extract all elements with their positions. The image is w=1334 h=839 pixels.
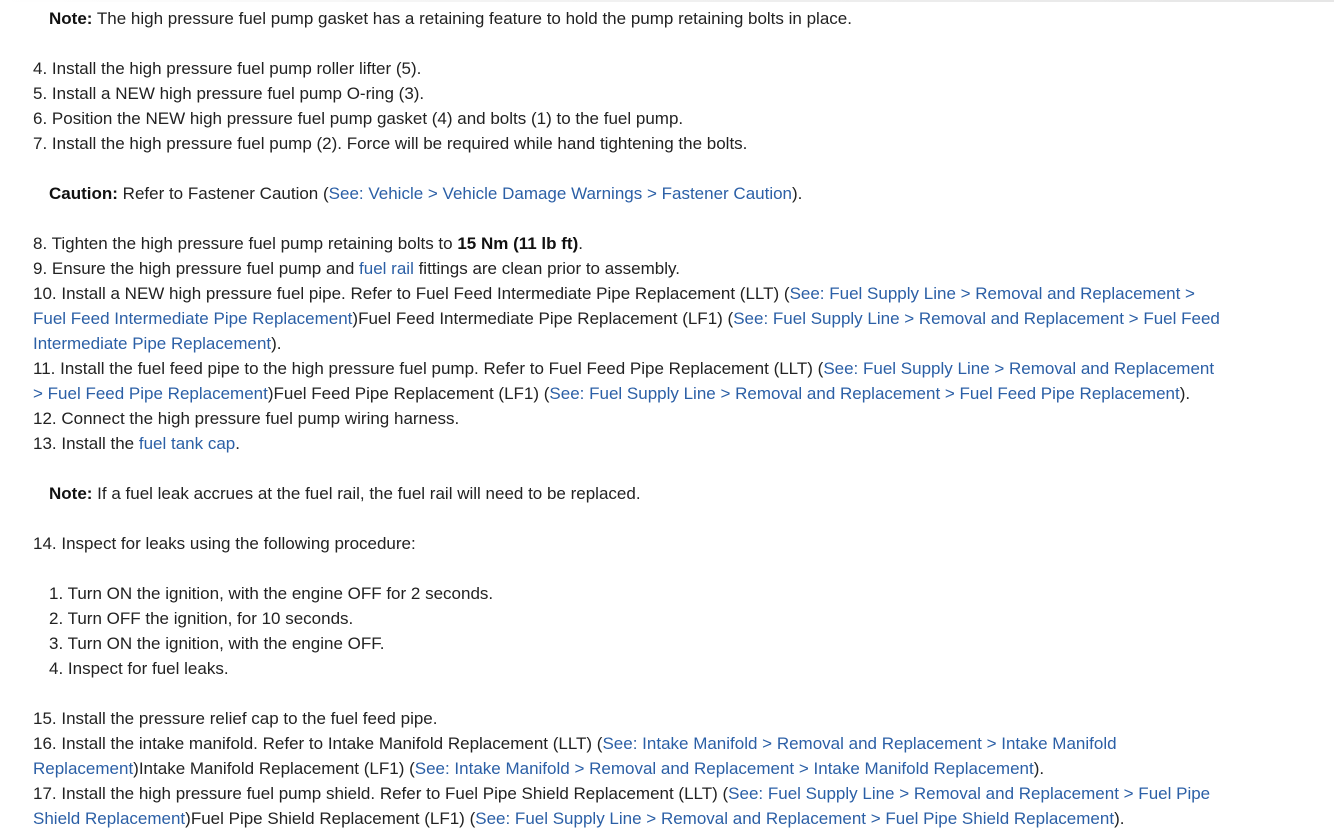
step-8-end: . xyxy=(578,234,583,253)
step-17-end: ). xyxy=(1114,809,1125,828)
step-10-line-2 xyxy=(33,306,1220,331)
caution-text: Refer to Fastener Caution ( xyxy=(117,184,329,203)
substep-3: 3. Turn ON the ignition, with the engine OFF. xyxy=(49,634,385,653)
step-17-line-1 xyxy=(33,781,1210,806)
step-16-line-1 xyxy=(33,731,1117,756)
step-13 xyxy=(33,431,240,456)
step-15: 15. Install the pressure relief cap to the fuel feed pipe. xyxy=(33,709,438,728)
step-10-end: ). xyxy=(271,334,282,353)
caution-fastener xyxy=(49,181,802,206)
note-pump-gasket xyxy=(49,6,852,31)
shield-replacement-link[interactable]: Shield Replacement xyxy=(33,809,186,828)
step-9-end: fittings are clean prior to assembly. xyxy=(413,259,680,278)
step-10-line-1 xyxy=(33,281,1195,306)
note-fuel-leak xyxy=(49,481,641,506)
intake-manifold-link[interactable]: See: Intake Manifold > Removal and Replacement > Intake Manifold xyxy=(602,734,1117,753)
step-11-text-mid: )Fuel Feed Pipe Replacement (LF1) ( xyxy=(267,384,550,403)
step-7: 7. Install the high pressure fuel pump (2). Force will be required while hand tightening the bolts. xyxy=(33,134,748,153)
step-16-text: 16. Install the intake manifold. Refer to Intake Manifold Replacement (LLT) ( xyxy=(33,734,603,753)
substep-2: 2. Turn OFF the ignition, for 10 seconds. xyxy=(49,609,354,628)
step-16-line-2 xyxy=(33,756,1044,781)
fuel-supply-line-link[interactable]: See: Fuel Supply Line > Removal and Replacement > Fuel Pipe xyxy=(728,784,1211,803)
intake-manifold-lf1-link[interactable]: See: Intake Manifold > Removal and Replacement > Intake Manifold Replacement xyxy=(414,759,1034,778)
fuel-feed-pipe-lf1-link[interactable]: See: Fuel Supply Line > Removal and Replacement > Fuel Feed Pipe Replacement xyxy=(549,384,1180,403)
intake-manifold-replacement-link[interactable]: Replacement xyxy=(33,759,134,778)
fuel-feed-pipe-replacement-link[interactable]: > Fuel Feed Pipe Replacement xyxy=(33,384,268,403)
torque-value: 15 Nm (11 lb ft) xyxy=(457,234,579,253)
caution-text-end: ). xyxy=(792,184,803,203)
step-11-line-1 xyxy=(33,356,1214,381)
fuel-feed-intermediate-pipe-link[interactable]: Fuel Feed Intermediate Pipe Replacement xyxy=(33,309,353,328)
step-8 xyxy=(33,231,583,256)
fastener-caution-link[interactable]: See: Vehicle > Vehicle Damage Warnings > Fastener Caution xyxy=(328,184,793,203)
step-9 xyxy=(33,256,680,281)
fuel-tank-cap-link[interactable]: fuel tank cap xyxy=(138,434,236,453)
intermediate-pipe-replacement-link[interactable]: Intermediate Pipe Replacement xyxy=(33,334,272,353)
step-10-text: 10. Install a NEW high pressure fuel pipe. Refer to Fuel Feed Intermediate Pipe Replacement (LLT) ( xyxy=(33,284,790,303)
fuel-pipe-shield-lf1-link[interactable]: See: Fuel Supply Line > Removal and Replacement > Fuel Pipe Shield Replacement xyxy=(475,809,1115,828)
fuel-supply-line-link[interactable]: See: Fuel Supply Line > Removal and Replacement > xyxy=(789,284,1195,303)
step-13-end: . xyxy=(235,434,240,453)
substep-4: 4. Inspect for fuel leaks. xyxy=(49,659,229,678)
step-6: 6. Position the NEW high pressure fuel pump gasket (4) and bolts (1) to the fuel pump. xyxy=(33,109,684,128)
step-17-text: 17. Install the high pressure fuel pump shield. Refer to Fuel Pipe Shield Replacement (LLT) ( xyxy=(33,784,729,803)
note-label: Note: xyxy=(49,484,93,503)
step-11-end: ). xyxy=(1179,384,1191,403)
step-8-text: 8. Tighten the high pressure fuel pump retaining bolts to xyxy=(33,234,458,253)
fuel-supply-line-lf1-link[interactable]: See: Fuel Supply Line > Removal and Replacement > Fuel Feed xyxy=(733,309,1220,328)
step-10-text-mid: )Fuel Feed Intermediate Pipe Replacement (LF1) ( xyxy=(352,309,734,328)
step-4: 4. Install the high pressure fuel pump roller lifter (5). xyxy=(33,59,422,78)
step-10-line-3 xyxy=(33,331,282,356)
note-label: Note: xyxy=(49,9,93,28)
substep-1: 1. Turn ON the ignition, with the engine OFF for 2 seconds. xyxy=(49,584,494,603)
step-12: 12. Connect the high pressure fuel pump wiring harness. xyxy=(33,409,460,428)
step-14: 14. Inspect for leaks using the following procedure: xyxy=(33,534,416,553)
step-16-text-mid: )Intake Manifold Replacement (LF1) ( xyxy=(133,759,415,778)
fuel-rail-link[interactable]: fuel rail xyxy=(359,259,414,278)
top-divider xyxy=(0,0,1334,2)
fuel-supply-line-link[interactable]: See: Fuel Supply Line > Removal and Replacement xyxy=(823,359,1215,378)
note-text: If a fuel leak accrues at the fuel rail, the fuel rail will need to be replaced. xyxy=(92,484,641,503)
step-17-line-2 xyxy=(33,806,1124,831)
caution-label: Caution: xyxy=(49,184,118,203)
step-13-text: 13. Install the xyxy=(33,434,139,453)
step-16-end: ). xyxy=(1033,759,1045,778)
step-11-text: 11. Install the fuel feed pipe to the high pressure fuel pump. Refer to Fuel Feed Pipe Replacement (LLT) ( xyxy=(33,359,824,378)
step-17-text-mid: )Fuel Pipe Shield Replacement (LF1) ( xyxy=(185,809,476,828)
step-5: 5. Install a NEW high pressure fuel pump O-ring (3). xyxy=(33,84,425,103)
step-9-text: 9. Ensure the high pressure fuel pump and xyxy=(33,259,360,278)
step-11-line-2 xyxy=(33,381,1190,406)
note-text: The high pressure fuel pump gasket has a retaining feature to hold the pump retaining bolts in place. xyxy=(92,9,852,28)
